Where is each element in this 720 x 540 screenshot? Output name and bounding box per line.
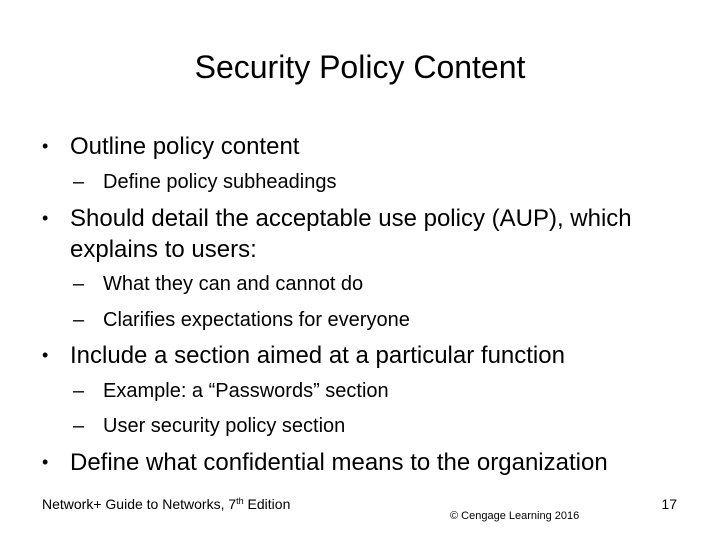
sub-bullet-passwords-example (73, 378, 673, 404)
sub-bullet-text: Clarifies expectations for everyone (103, 309, 410, 331)
bullet-outline-policy (42, 131, 692, 162)
sub-bullet-can-cannot (73, 271, 673, 297)
bullet-aup (42, 203, 692, 265)
bullet-dot-icon: • (42, 136, 49, 156)
sub-bullet-text: User security policy section (103, 415, 346, 437)
footer-book-prefix: Network+ Guide to Networks, 7 (42, 496, 237, 512)
footer-page-number: 17 (661, 496, 677, 512)
footer-copyright: © Cengage Learning 2016 (450, 510, 580, 522)
dash-icon: – (73, 273, 85, 295)
bullet-text: Define what confidential means to the organization (70, 449, 608, 476)
footer-book-suffix: Edition (243, 496, 291, 512)
dash-icon: – (73, 415, 85, 437)
bullet-confidential (42, 447, 692, 478)
footer-book-title (42, 495, 290, 513)
bullet-dot-icon: • (42, 452, 49, 472)
sub-bullet-user-security (73, 413, 673, 439)
bullet-text: Outline policy content (70, 133, 300, 160)
sub-bullet-text: Define policy subheadings (103, 171, 337, 193)
sub-bullet-text: What they can and cannot do (103, 273, 364, 295)
sub-bullet-define-subheadings (73, 169, 673, 195)
sub-bullet-expectations (73, 307, 673, 333)
footer-book-superscript: th (236, 496, 244, 506)
dash-icon: – (73, 380, 85, 402)
bullet-particular-function (42, 340, 692, 371)
bullet-dot-icon: • (42, 208, 49, 228)
bullet-dot-icon: • (42, 345, 49, 365)
bullet-text: Include a section aimed at a particular function (70, 342, 565, 369)
dash-icon: – (73, 171, 85, 193)
sub-bullet-text: Example: a “Passwords” section (103, 380, 389, 402)
slide-title: Security Policy Content (194, 49, 526, 85)
dash-icon: – (73, 309, 85, 331)
bullet-text: Should detail the acceptable use policy (AUP), which explains to users: (70, 205, 632, 263)
